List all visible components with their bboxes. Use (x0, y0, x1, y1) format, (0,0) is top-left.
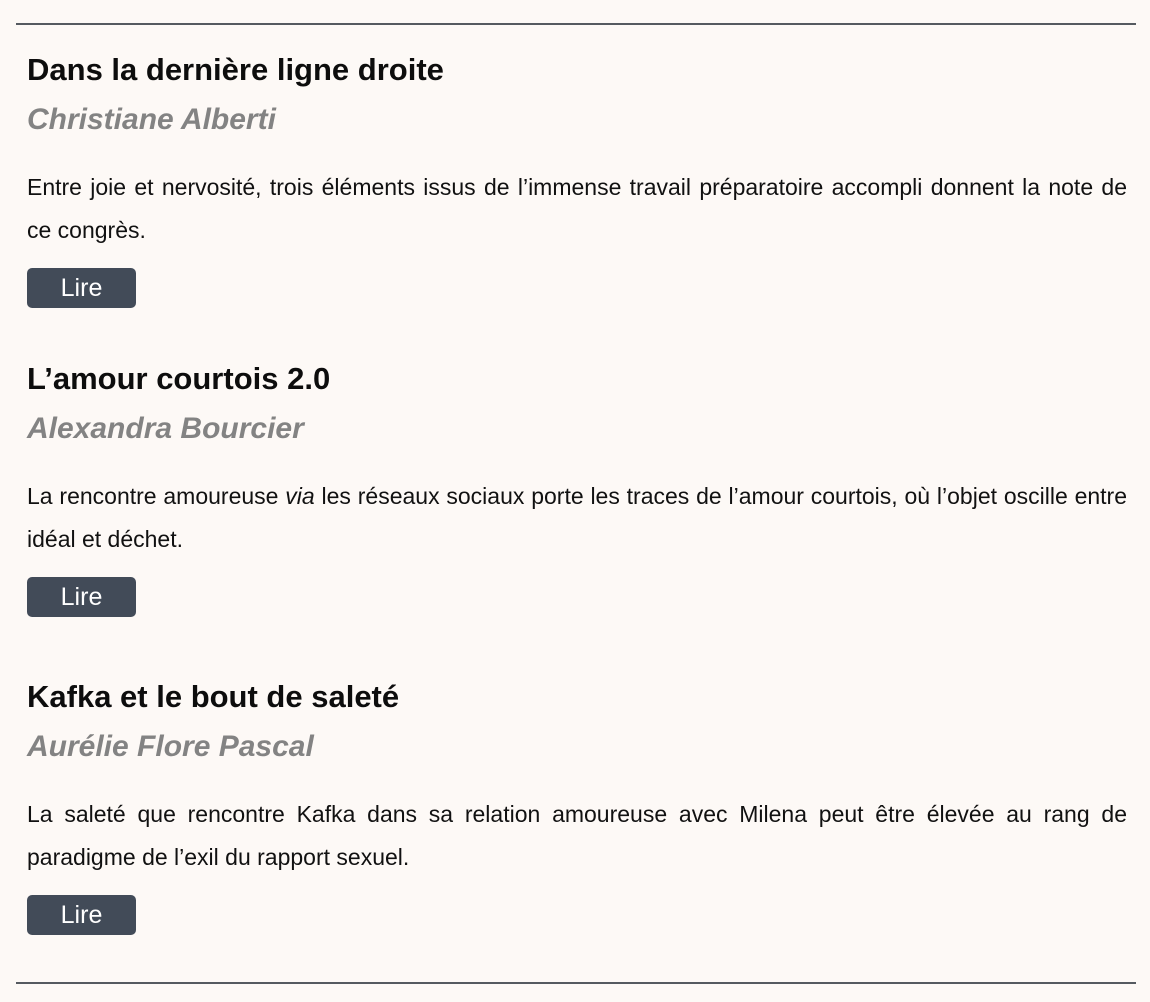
bottom-divider (16, 982, 1136, 984)
article-title[interactable]: Dans la dernière ligne droite (27, 52, 444, 87)
summary-text: La saleté que rencontre Kafka dans sa relation amoureuse avec Milena peut être élevée au rang de paradigme de l’exil du rapport sexuel. (27, 801, 1127, 870)
read-button[interactable]: Lire (27, 577, 136, 617)
article-summary (27, 166, 1127, 252)
summary-text: les réseaux sociaux porte les traces de l’amour courtois, où l’objet oscille entre idéal et déchet. (27, 483, 1127, 552)
article-summary (27, 793, 1127, 879)
read-button[interactable]: Lire (27, 268, 136, 308)
top-divider (16, 23, 1136, 25)
article-card (27, 359, 1127, 617)
summary-emphasis: via (285, 483, 315, 509)
article-card (27, 50, 1127, 308)
article-author: Christiane Alberti (27, 103, 276, 136)
article-card (27, 677, 1127, 935)
article-summary (27, 475, 1127, 561)
article-title[interactable]: Kafka et le bout de saleté (27, 679, 400, 714)
summary-text: Entre joie et nervosité, trois éléments issus de l’immense travail préparatoire accompli donnent la note de ce congrès. (27, 174, 1127, 243)
summary-text: La rencontre amoureuse (27, 483, 286, 509)
article-title[interactable]: L’amour courtois 2.0 (27, 361, 331, 396)
read-button[interactable]: Lire (27, 895, 136, 935)
article-author: Aurélie Flore Pascal (27, 730, 314, 763)
article-author: Alexandra Bourcier (27, 412, 304, 445)
